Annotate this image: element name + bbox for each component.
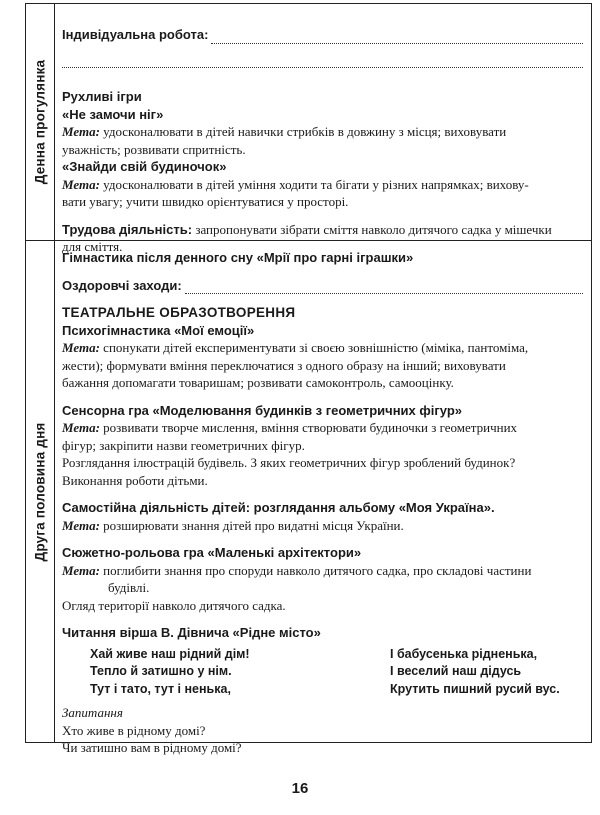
walk-content: Індивідуальна робота: Рухливі ігри «Не замочи ніг» Мета: удосконалювати в дітей навички стрибків в довжину з місця; виховувати уважність; розвивати спритність. «Знайди свій будиночок» Мета: удосконалювати в дітей уміння ходити та бігати у різних напрямках; вихову- вати увагу; учити швидко орієнтуватися у просторі. Трудова діяльність: запропонувати зібрати сміття навколо дитячого садка у мішечки для сміття. xyxy=(62,26,583,256)
game2-title: «Знайди свій будиночок» xyxy=(62,159,227,174)
afternoon-side-label: Друга половина дня xyxy=(26,241,55,742)
independent-goal: Мета: розширювати знання дітей про видатні місця України. xyxy=(62,517,404,533)
game1-goal: Мета: удосконалювати в дітей навички стрибків в довжину з місця; виховувати xyxy=(62,124,507,139)
afternoon-content: Гімнастика після денного сну «Мрії про гарні іграшки» Оздоровчі заходи: ТЕАТРАЛЬНЕ ОБРАЗОТВОРЕННЯ Психогімнастика «Мої емоції» Мета: спонукати дітей експериментувати зі своєю зовнішністю (міміка, пантоміма, жести); формувати вміння переключатися з одного образу на інший; виховувати бажання допомагати товаришам; розвивати самоконтроль, самооцінку. Сенсорна гра «Моделювання будинків з геометричних фігур» Мета: розвивати творче мислення, вміння створювати будиночки з геометричних фігур; закріпити назви геометричних фігур. Розглядання ілюстрацій будівель. З яких геометричних фігур зроблений будинок? Виконання роботи дітьми. Самостійна діяльність дітей: розглядання альбому «Моя Україна». Мета: розширювати знання дітей про видатні місця України. Сюжетно-рольова гра «Маленькі архітектори» Мета: поглибити знання про споруди навколо дитячого садка, про складові частини будівлі. Огляд території навколо дитячого садка. Читання вірша В. Дівнича «Рідне місто» Хай живе наш рідний дім! Тепло й затишно у нім. Тут і тато, тут і ненька, І бабусенька рідненька, І веселий наш дідусь Крутить пишний русий вус. Запитання Хто живе в рідному домі? Чи затишно вам в рідному домі? xyxy=(62,249,583,757)
question-1: Хто живе в рідному домі? xyxy=(62,722,206,738)
gymnastics-title: Гімнастика після денного сну «Мрії про гарні іграшки» xyxy=(62,250,414,265)
walk-side-label: Денна прогулянка xyxy=(26,4,55,240)
page-number: 16 xyxy=(291,780,309,797)
walk-section xyxy=(26,4,591,254)
psycho-title: Психогімнастика «Мої емоції» xyxy=(62,322,255,338)
role-game-title: Сюжетно-рольова гра «Маленькі архітектори» xyxy=(62,545,362,560)
poem-right-column: І бабусенька рідненька, І веселий наш дідусь Крутить пишний русий вус. xyxy=(390,646,560,696)
poem xyxy=(62,646,583,699)
outdoor-games-title: Рухливі ігри xyxy=(62,89,142,104)
question-2: Чи затишно вам в рідному домі? xyxy=(62,740,242,755)
individual-work-field[interactable] xyxy=(211,26,583,44)
health-field[interactable] xyxy=(185,277,583,295)
individual-work-label: Індивідуальна робота: xyxy=(62,27,209,42)
individual-work-line[interactable] xyxy=(62,50,583,69)
role-game-goal: Мета: поглибити знання про споруди навколо дитячого садка, про складові частини xyxy=(62,562,532,578)
psycho-goal: Мета: спонукати дітей експериментувати зі своєю зовнішністю (міміка, пантоміма, xyxy=(62,340,529,355)
health-label: Оздоровчі заходи: xyxy=(62,277,182,293)
questions-title: Запитання xyxy=(62,705,123,720)
theatre-title: ТЕАТРАЛЬНЕ ОБРАЗОТВОРЕННЯ xyxy=(62,305,296,320)
labor-activity: Трудова діяльність: запропонувати зібрати сміття навколо дитячого садка у мішечки xyxy=(62,221,552,237)
independent-title: Самостійна діяльність дітей: розглядання альбому «Моя Україна». xyxy=(62,500,495,515)
plan-table xyxy=(25,3,592,755)
poem-left-column: Хай живе наш рідний дім! Тепло й затишно у нім. Тут і тато, тут і ненька, xyxy=(90,646,250,696)
reading-title: Читання вірша В. Дівнича «Рідне місто» xyxy=(62,625,321,640)
sensory-goal: Мета: розвивати творче мислення, вміння створювати будиночки з геометричних xyxy=(62,420,518,435)
afternoon-section xyxy=(26,241,591,755)
game1-title: «Не замочи ніг» xyxy=(62,106,164,122)
sensory-title: Сенсорна гра «Моделювання будинків з геометричних фігур» xyxy=(62,402,463,418)
game2-goal: Мета: удосконалювати в дітей уміння ходити та бігати у різних напрямках; вихову- xyxy=(62,176,529,192)
